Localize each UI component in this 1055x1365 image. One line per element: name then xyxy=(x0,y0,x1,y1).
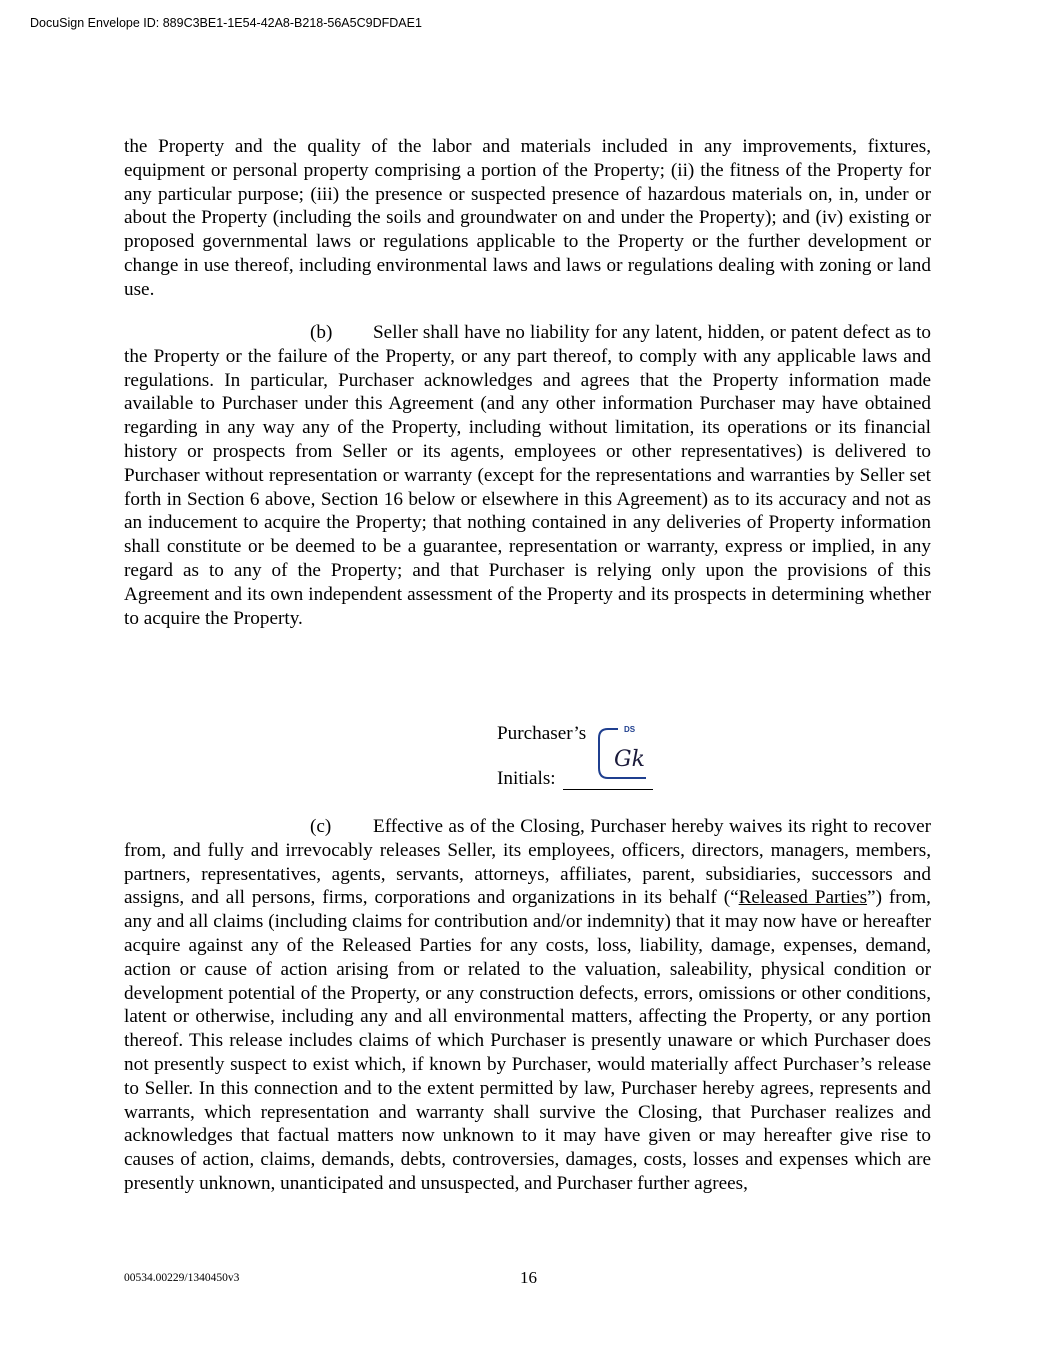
paragraph-c-text-before: Effective as of the Closing, Purchaser hereby waives its right to recover from, and fully and irrevocably releases Seller, its employees, officers, directors, managers, members, partners, representatives, agents, servants, attorneys, affiliates, parent, subsidiaries, successors and assigns, and all persons, firms, corporations and organizations in its behalf (“ xyxy=(124,816,931,909)
released-parties-term: Released Parties xyxy=(738,887,868,909)
ds-tag: DS xyxy=(624,725,636,734)
initials-label-line2: Initials: xyxy=(497,768,556,789)
paragraph-c xyxy=(124,815,931,1196)
paragraph-b-text: Seller shall have no liability for any latent, hidden, or patent defect as to the Property or the failure of the Property, or any part thereof, to comply with any applicable laws and regulations. In particular, Purchaser acknowledges and agrees that the Property information made available to Purchaser under this Agreement (and any other information Purchaser may have obtained regarding in any way any of the Property, including without limitation, its operations or its financial history or prospects from Seller or its agents, employees or other representatives) is delivered to Purchaser without representation or warranty (except for the representations and warranties by Seller set forth in Section 6 above, Section 16 below or elsewhere in this Agreement) as to its accuracy and not as an inducement to acquire the Property; that nothing contained in any deliveries of Property information shall constitute or be deemed to be a guarantee, representation or warranty, express or implied, in any regard as to any of the Property; and that Purchaser is relying only upon the provisions of this Agreement and its own independent assessment of the Property and its prospects in determining whether to acquire the Property. xyxy=(124,322,931,629)
paragraph-b xyxy=(124,321,931,630)
docusign-initials-stamp xyxy=(596,724,652,782)
paragraph-c-label: (c) xyxy=(310,816,332,837)
document-number: 00534.00229/1340450v3 xyxy=(124,1272,240,1284)
paragraph-a-continuation: the Property and the quality of the labor and materials included in any improvements, fixtures, equipment or personal property comprising a portion of the Property; (ii) the fitness of the Property for any particular purpose; (iii) the presence or suspected presence of hazardous materials on, in, under or about the Property (including the soils and groundwater on and under the Property); and (iv) existing or proposed governmental laws or regulations applicable to the Property or the further development or change in use thereof, including environmental laws and laws or regulations dealing with zoning or land use. xyxy=(124,136,931,300)
paragraph-b-label: (b) xyxy=(310,322,333,343)
initials-blank-line xyxy=(563,789,653,790)
initials-label-line1: Purchaser’s xyxy=(497,723,587,744)
paragraph-c-text-after: ”) from, any and all claims (including claims for contribution and/or indemnity) that it may now have or hereafter acquire against any of the Released Parties for any costs, loss, liability, damage, expenses, demand, action or cause of action arising from or related to the valuation, saleability, physical condition or development potential of the Property, or any construction defects, errors, omissions or other conditions, latent or otherwise, including any and all environmental matters, affecting the Property, or any portion thereof. This release includes claims of which Purchaser is presently unaware or which Purchaser does not presently suspect to exist which, if known by Purchaser, would materially affect Purchaser’s release to Seller. In this connection and to the extent permitted by law, Purchaser hereby agrees, represents and warrants, which representation and warranty shall survive the Closing, that Purchaser realizes and acknowledges that factual matters now unknown to it may have given or may hereafter give rise to causes of action, claims, demands, debts, controversies, damages, costs, losses and expenses which are presently unknown, unanticipated and unsuspected, and Purchaser further agrees, xyxy=(124,887,931,1194)
signature-mark: Gk xyxy=(614,747,645,772)
envelope-id-header: DocuSign Envelope ID: 889C3BE1-1E54-42A8-B218-56A5C9DFDAE1 xyxy=(30,16,422,30)
page-number: 16 xyxy=(520,1268,537,1287)
